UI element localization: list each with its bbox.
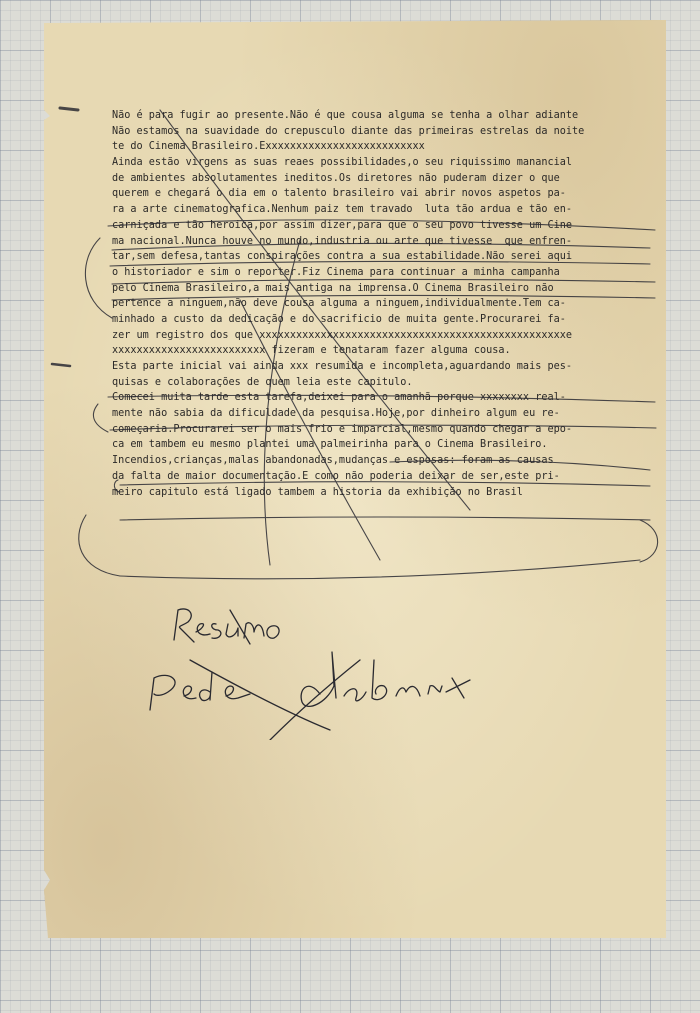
typed-line: Ainda estão virgens as suas reaes possibilidades,o seu riquissimo manancial bbox=[112, 157, 573, 169]
typed-line: Não estamos na suavidade do crepusculo diante das primeiras estrelas da noite bbox=[112, 125, 585, 137]
typed-line: ra a arte cinematografica.Nenhum paiz tem travado luta tão ardua e tão en- bbox=[112, 204, 573, 216]
typed-line: Não é para fugir ao presente.Não é que cousa alguma se tenha a olhar adiante bbox=[112, 110, 579, 121]
typed-line: tar,sem defesa,tantas conspirações contra a sua estabilidade.Não serei aqui bbox=[112, 251, 573, 263]
typed-line: xxxxxxxxxxxxxxxxxxxxxxxxx fizeram e tenataram fazer alguma cousa. bbox=[112, 345, 511, 357]
typed-line: de ambientes absolutamentes ineditos.Os diretores não puderam dizer o que bbox=[112, 172, 560, 184]
typed-line: carniçada e tão heroica,por assim dizer,para que o seu povo tivesse um Cine bbox=[112, 219, 573, 231]
typed-line: meiro capitulo está ligado tambem a historia da exhibição no Brasil bbox=[112, 486, 523, 498]
typed-line: te do Cinema Brasileiro.Exxxxxxxxxxxxxxxxxxxxxxxxxx bbox=[112, 141, 425, 153]
typed-line: zer um registro dos que xxxxxxxxxxxxxxxxxxxxxxxxxxxxxxxxxxxxxxxxxxxxxxxxxxe bbox=[112, 329, 573, 341]
typed-line: da falta de maior documentação.E como não poderia deixar de ser,este pri- bbox=[112, 470, 560, 482]
typed-line: Comecei muita tarde esta tarefa,deixei para o amanhã porque xxxxxxxx real- bbox=[112, 392, 566, 404]
typed-line: querem e chegará o dia em o talento brasileiro vai abrir novos aspetos pa- bbox=[112, 188, 566, 200]
typed-line: pertence a ninguem,não deve cousa alguma a ninguem,individualmente.Tem ca- bbox=[112, 298, 566, 310]
typed-line: pelo Cinema Brasileiro,a mais antiga na imprensa.O Cinema Brasileiro não bbox=[112, 282, 554, 294]
typed-line: começaria.Procurarei ser o mais frio e imparcial,mesmo quando chegar a epo- bbox=[112, 423, 573, 435]
typed-line: ca em tambem eu mesmo plantei uma palmeirinha para o Cinema Brasileiro. bbox=[112, 439, 548, 451]
typed-line: ma nacional.Nunca houve no mundo,industria ou arte que tivesse que enfren- bbox=[112, 235, 573, 247]
typed-line: quisas e colaborações de quem leia este capitulo. bbox=[112, 376, 413, 388]
typed-line: Incendios,crianças,malas abandonadas,mudanças e esposas: foram as causas bbox=[112, 455, 554, 467]
typed-line: Esta parte inicial vai ainda xxx resumida e incompleta,aguardando mais pes- bbox=[112, 361, 573, 372]
typed-line: o historiador e sim o reporter.Fiz Cinema para continuar a minha campanha bbox=[112, 266, 560, 278]
typed-line: minhado a custo da dedicação e do sacrificio de muita gente.Procurarei fa- bbox=[112, 313, 566, 325]
handwritten-signature bbox=[130, 600, 550, 740]
typed-line: mente não sabia da dificuldade da pesquisa.Hoje,por dinheiro algum eu re- bbox=[112, 408, 560, 420]
